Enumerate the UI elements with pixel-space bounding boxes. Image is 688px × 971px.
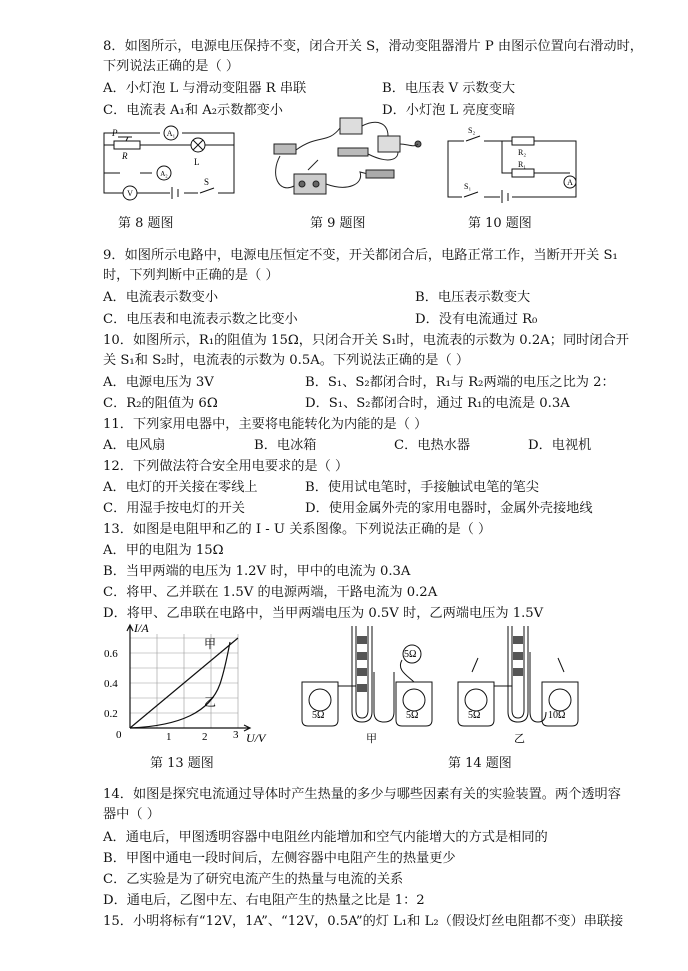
q14-option-d: D．通电后，乙图中左、右电阻产生的热量之比是 1：2 <box>103 893 425 908</box>
fig10-s2-label: S₂ <box>468 127 476 135</box>
fig8-r-label: R <box>122 151 128 161</box>
q9-option-c: C．电压表和电流表示数之比变小 <box>103 312 298 327</box>
fig13-xtick-3: 3 <box>233 729 239 741</box>
q10-option-c: C．R₂的阻值为 6Ω <box>103 396 218 411</box>
q9-line1: 9．如图所示电路中，电源电压恒定不变，开关都闭合后，电路正常工作，当断开开关 S₁ <box>103 248 618 263</box>
fig13-xtick-0: 0 <box>116 729 122 741</box>
fig14-jia-label: 甲 <box>366 733 377 744</box>
fig14-r-right-jia: 5Ω <box>406 710 419 721</box>
q14-option-b: B．甲图中通电一段时间后，左侧容器中电阻产生的热量更少 <box>103 851 456 866</box>
q9-line2: 时，下列判断中正确的是（ ） <box>103 268 279 283</box>
q11-option-d: D．电视机 <box>528 438 592 453</box>
fig13-ytick-0.2: 0.2 <box>104 708 118 720</box>
q11-option-b: B．电冰箱 <box>254 438 317 453</box>
fig13-ytick-0.4: 0.4 <box>104 678 118 690</box>
q10-option-d: D．S₁、S₂都闭合时，通过 R₁的电流是 0.3A <box>305 396 570 411</box>
fig10-a-label: A <box>567 178 573 187</box>
fig14-r-left-jia: 5Ω <box>312 710 325 721</box>
fig14-r-left-yi: 5Ω <box>468 710 481 721</box>
fig13-xtick-1: 1 <box>166 731 172 743</box>
fig8-l-label: L <box>194 157 200 167</box>
fig8-a2-label: A₂ <box>160 170 168 178</box>
q10-option-a: A．电源电压为 3V <box>103 375 214 390</box>
q12-option-b: B．使用试电笔时，手接触试电笔的笔尖 <box>305 480 539 495</box>
q10-option-b: B．S₁、S₂都闭合时，R₁与 R₂两端的电压之比为 2： <box>305 375 615 390</box>
fig8-caption: 第 8 题图 <box>118 216 174 231</box>
q14-option-c: C．乙实验是为了研究电流产生的热量与电流的关系 <box>103 872 404 887</box>
fig14-r-right-yi: 10Ω <box>548 710 566 721</box>
fig13-caption: 第 13 题图 <box>150 756 214 771</box>
q12-option-a: A．电灯的开关接在零线上 <box>103 480 258 495</box>
q12-line1: 12．下列做法符合安全用电要求的是（ ） <box>103 459 349 474</box>
q14-line2: 器中（ ） <box>103 807 160 822</box>
q13-line1: 13．如图是电阻甲和乙的 I - U 关系图像。下列说法正确的是（ ） <box>103 522 492 537</box>
q10-line2: 关 S₁和 S₂时，电流表的示数为 0.5A。下列说法正确的是（ ） <box>103 353 470 368</box>
fig14-apparatus <box>292 622 592 744</box>
fig10-r1-label: R₁ <box>518 160 527 169</box>
fig8-p-label: P <box>112 128 118 138</box>
fig10-caption: 第 10 题图 <box>468 216 532 231</box>
q9-option-b: B．电压表示数变大 <box>415 290 531 305</box>
fig14-r-top: 5Ω <box>404 649 417 660</box>
q8-option-d: D．小灯泡 L 亮度变暗 <box>382 103 516 118</box>
fig9-apparatus <box>268 114 428 204</box>
q13-option-b: B．当甲两端的电压为 1.2V 时，甲中的电流为 0.3A <box>103 564 411 579</box>
fig10-circuit <box>442 127 582 203</box>
q13-option-c: C．将甲、乙并联在 1.5V 的电源两端，干路电流为 0.2A <box>103 585 438 600</box>
q9-option-d: D．没有电流通过 R₀ <box>415 312 538 327</box>
q11-line1: 11．下列家用电器中，主要将电能转化为内能的是（ ） <box>103 417 428 432</box>
fig13-ytick-0.6: 0.6 <box>104 648 118 660</box>
fig8-s-label: S <box>204 177 210 187</box>
fig9-caption: 第 9 题图 <box>310 216 366 231</box>
fig14-yi-label: 乙 <box>514 733 525 744</box>
q8-line1: 8．如图所示，电源电压保持不变，闭合开关 S，滑动变阻器滑片 P 由图示位置向右滑动时， <box>103 39 643 54</box>
q8-option-b: B．电压表 V 示数变大 <box>382 81 516 96</box>
q13-option-a: A．甲的电阻为 15Ω <box>103 543 224 558</box>
q11-option-a: A．电风扇 <box>103 438 166 453</box>
fig13-xtick-2: 2 <box>202 731 208 743</box>
fig8-a1-label: A₁ <box>166 129 176 138</box>
q15-line1: 15．小明将标有“12V，1A”、“12V，0.5A”的灯 L₁和 L₂（假设灯丝电阻都不变）串联接 <box>103 914 624 929</box>
fig8-v-label: V <box>127 189 133 198</box>
q8-option-c: C．电流表 A₁和 A₂示数都变小 <box>103 103 283 118</box>
fig13-jia-label: 甲 <box>204 637 217 651</box>
fig13-yi-label: 乙 <box>204 695 217 709</box>
q13-option-d: D．将甲、乙串联在电路中，当甲两端电压为 0.5V 时，乙两端电压为 1.5V <box>103 606 544 621</box>
q10-line1: 10．如图所示，R₁的阻值为 15Ω，只闭合开关 S₁时，电流表的示数为 0.2A；同时闭合开 <box>103 333 629 348</box>
q8-line2: 下列说法正确的是（ ） <box>103 59 240 74</box>
q12-option-d: D．使用金属外壳的家用电器时，金属外壳接地线 <box>305 501 593 516</box>
fig13-xlabel: U/V <box>246 731 266 744</box>
fig8-circuit <box>100 125 240 205</box>
fig10-r2-label: R₂ <box>518 148 527 157</box>
q14-line1: 14．如图是探究电流通过导体时产生热量的多少与哪些因素有关的实验装置。两个透明容 <box>103 787 621 802</box>
q12-option-c: C．用湿手按电灯的开关 <box>103 501 245 516</box>
fig13-iu-graph <box>100 622 280 744</box>
q11-option-c: C．电热水器 <box>394 438 471 453</box>
fig10-s1-label: S₁ <box>464 182 472 191</box>
q9-option-a: A．电流表示数变小 <box>103 290 219 305</box>
q8-option-a: A．小灯泡 L 与滑动变阻器 R 串联 <box>103 81 307 96</box>
fig14-caption: 第 14 题图 <box>448 756 512 771</box>
q14-option-a: A．通电后，甲图透明容器中电阻丝内能增加和空气内能增大的方式是相同的 <box>103 830 548 845</box>
fig13-ylabel: I/A <box>134 622 149 635</box>
